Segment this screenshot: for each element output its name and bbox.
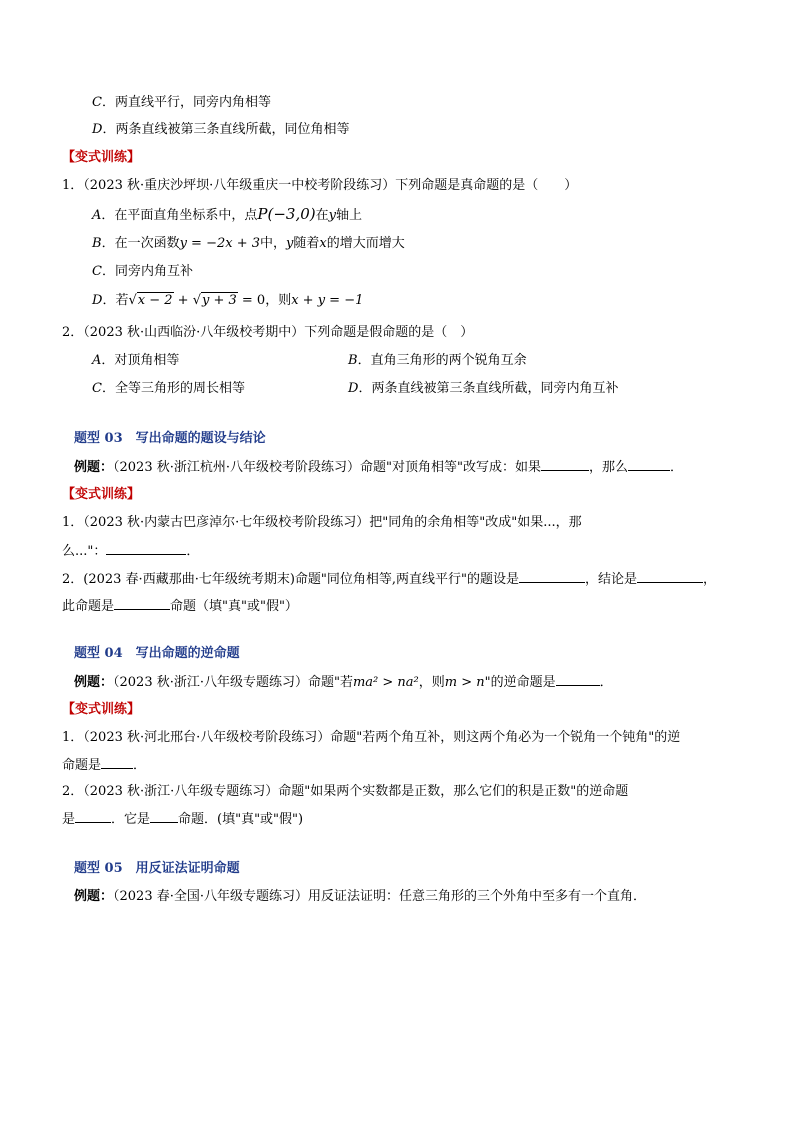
q2-option-d: D．两条直线被第三条直线所截，同旁内角互补 bbox=[348, 381, 619, 396]
t03-q2-line1: 2．(2023 春·西藏那曲·七年级统考期末)命题"同位角相等,两直线平行"的题设是 ，结论是 ， bbox=[62, 572, 717, 587]
section-heading-04: 题型 04 写出命题的逆命题 bbox=[74, 646, 240, 661]
t04-q1-line1: 1．（2023 秋·河北邢台·八年级校考阶段练习）命题"若两个角互补，则这两个角必为一个锐角一个钝角"的逆 bbox=[62, 730, 681, 745]
q2-stem: 2．（2023 秋·山西临汾·八年级校考期中）下列命题是假命题的是（ ） bbox=[62, 325, 474, 340]
t03-q2-line2: 此命题是 命题（填"真"或"假"） bbox=[62, 599, 298, 614]
q1-stem: 1．（2023 秋·重庆沙坪坝·八年级重庆一中校考阶段练习）下列命题是真命题的是（ ） bbox=[62, 178, 578, 193]
t03-q1-line2: 么..."： ． bbox=[62, 544, 200, 559]
t03-q1-line1: 1．（2023 秋·内蒙古巴彦淖尔·七年级校考阶段练习）把"同角的余角相等"改成"如果...，那 bbox=[62, 515, 582, 530]
t04-q2-line2: 是 ．它是 命题．(填"真"或"假") bbox=[62, 812, 304, 827]
t04-q1-line2: 命题是 ． bbox=[62, 758, 147, 773]
t03-example: 例题：（2023 秋·浙江杭州·八年级校考阶段练习）命题"对顶角相等"改写成：如果 ，那么 ． bbox=[74, 460, 683, 475]
section-heading-05: 题型 05 用反证法证明命题 bbox=[74, 861, 240, 876]
q1-option-a: A．在平面直角坐标系中，点P(−3,0)在y轴上 bbox=[92, 205, 363, 223]
q1-option-d: D．若√x − 2 + √y + 3 = 0，则x + y = −1 bbox=[92, 293, 364, 308]
t05-example: 例题：（2023 春·全国·八年级专题练习）用反证法证明：任意三角形的三个外角中至多有一个直角． bbox=[74, 889, 646, 904]
variant-label: 【变式训练】 bbox=[62, 150, 141, 165]
section-heading-03: 题型 03 写出命题的题设与结论 bbox=[74, 431, 266, 446]
t03-variant-label: 【变式训练】 bbox=[62, 487, 141, 502]
q2-option-b: B．直角三角形的两个锐角互余 bbox=[348, 353, 527, 368]
t04-variant-label: 【变式训练】 bbox=[62, 702, 141, 717]
q2-option-a: A．对顶角相等 bbox=[92, 353, 180, 368]
option-d: D．两条直线被第三条直线所截，同位角相等 bbox=[92, 122, 350, 137]
q2-option-c: C．全等三角形的周长相等 bbox=[92, 381, 245, 396]
option-c: C．两直线平行，同旁内角相等 bbox=[92, 95, 271, 110]
t04-example: 例题：（2023 秋·浙江·八年级专题练习）命题"若ma² > na²，则m > n"的逆命题是 ． bbox=[74, 675, 613, 690]
q1-option-b: B．在一次函数y = −2x + 3中，y随着x的增大而增大 bbox=[92, 236, 405, 251]
q1-option-c: C．同旁内角互补 bbox=[92, 264, 193, 279]
t04-q2-line1: 2．（2023 秋·浙江·八年级专题练习）命题"如果两个实数都是正数，那么它们的积是正数"的逆命题 bbox=[62, 784, 629, 799]
